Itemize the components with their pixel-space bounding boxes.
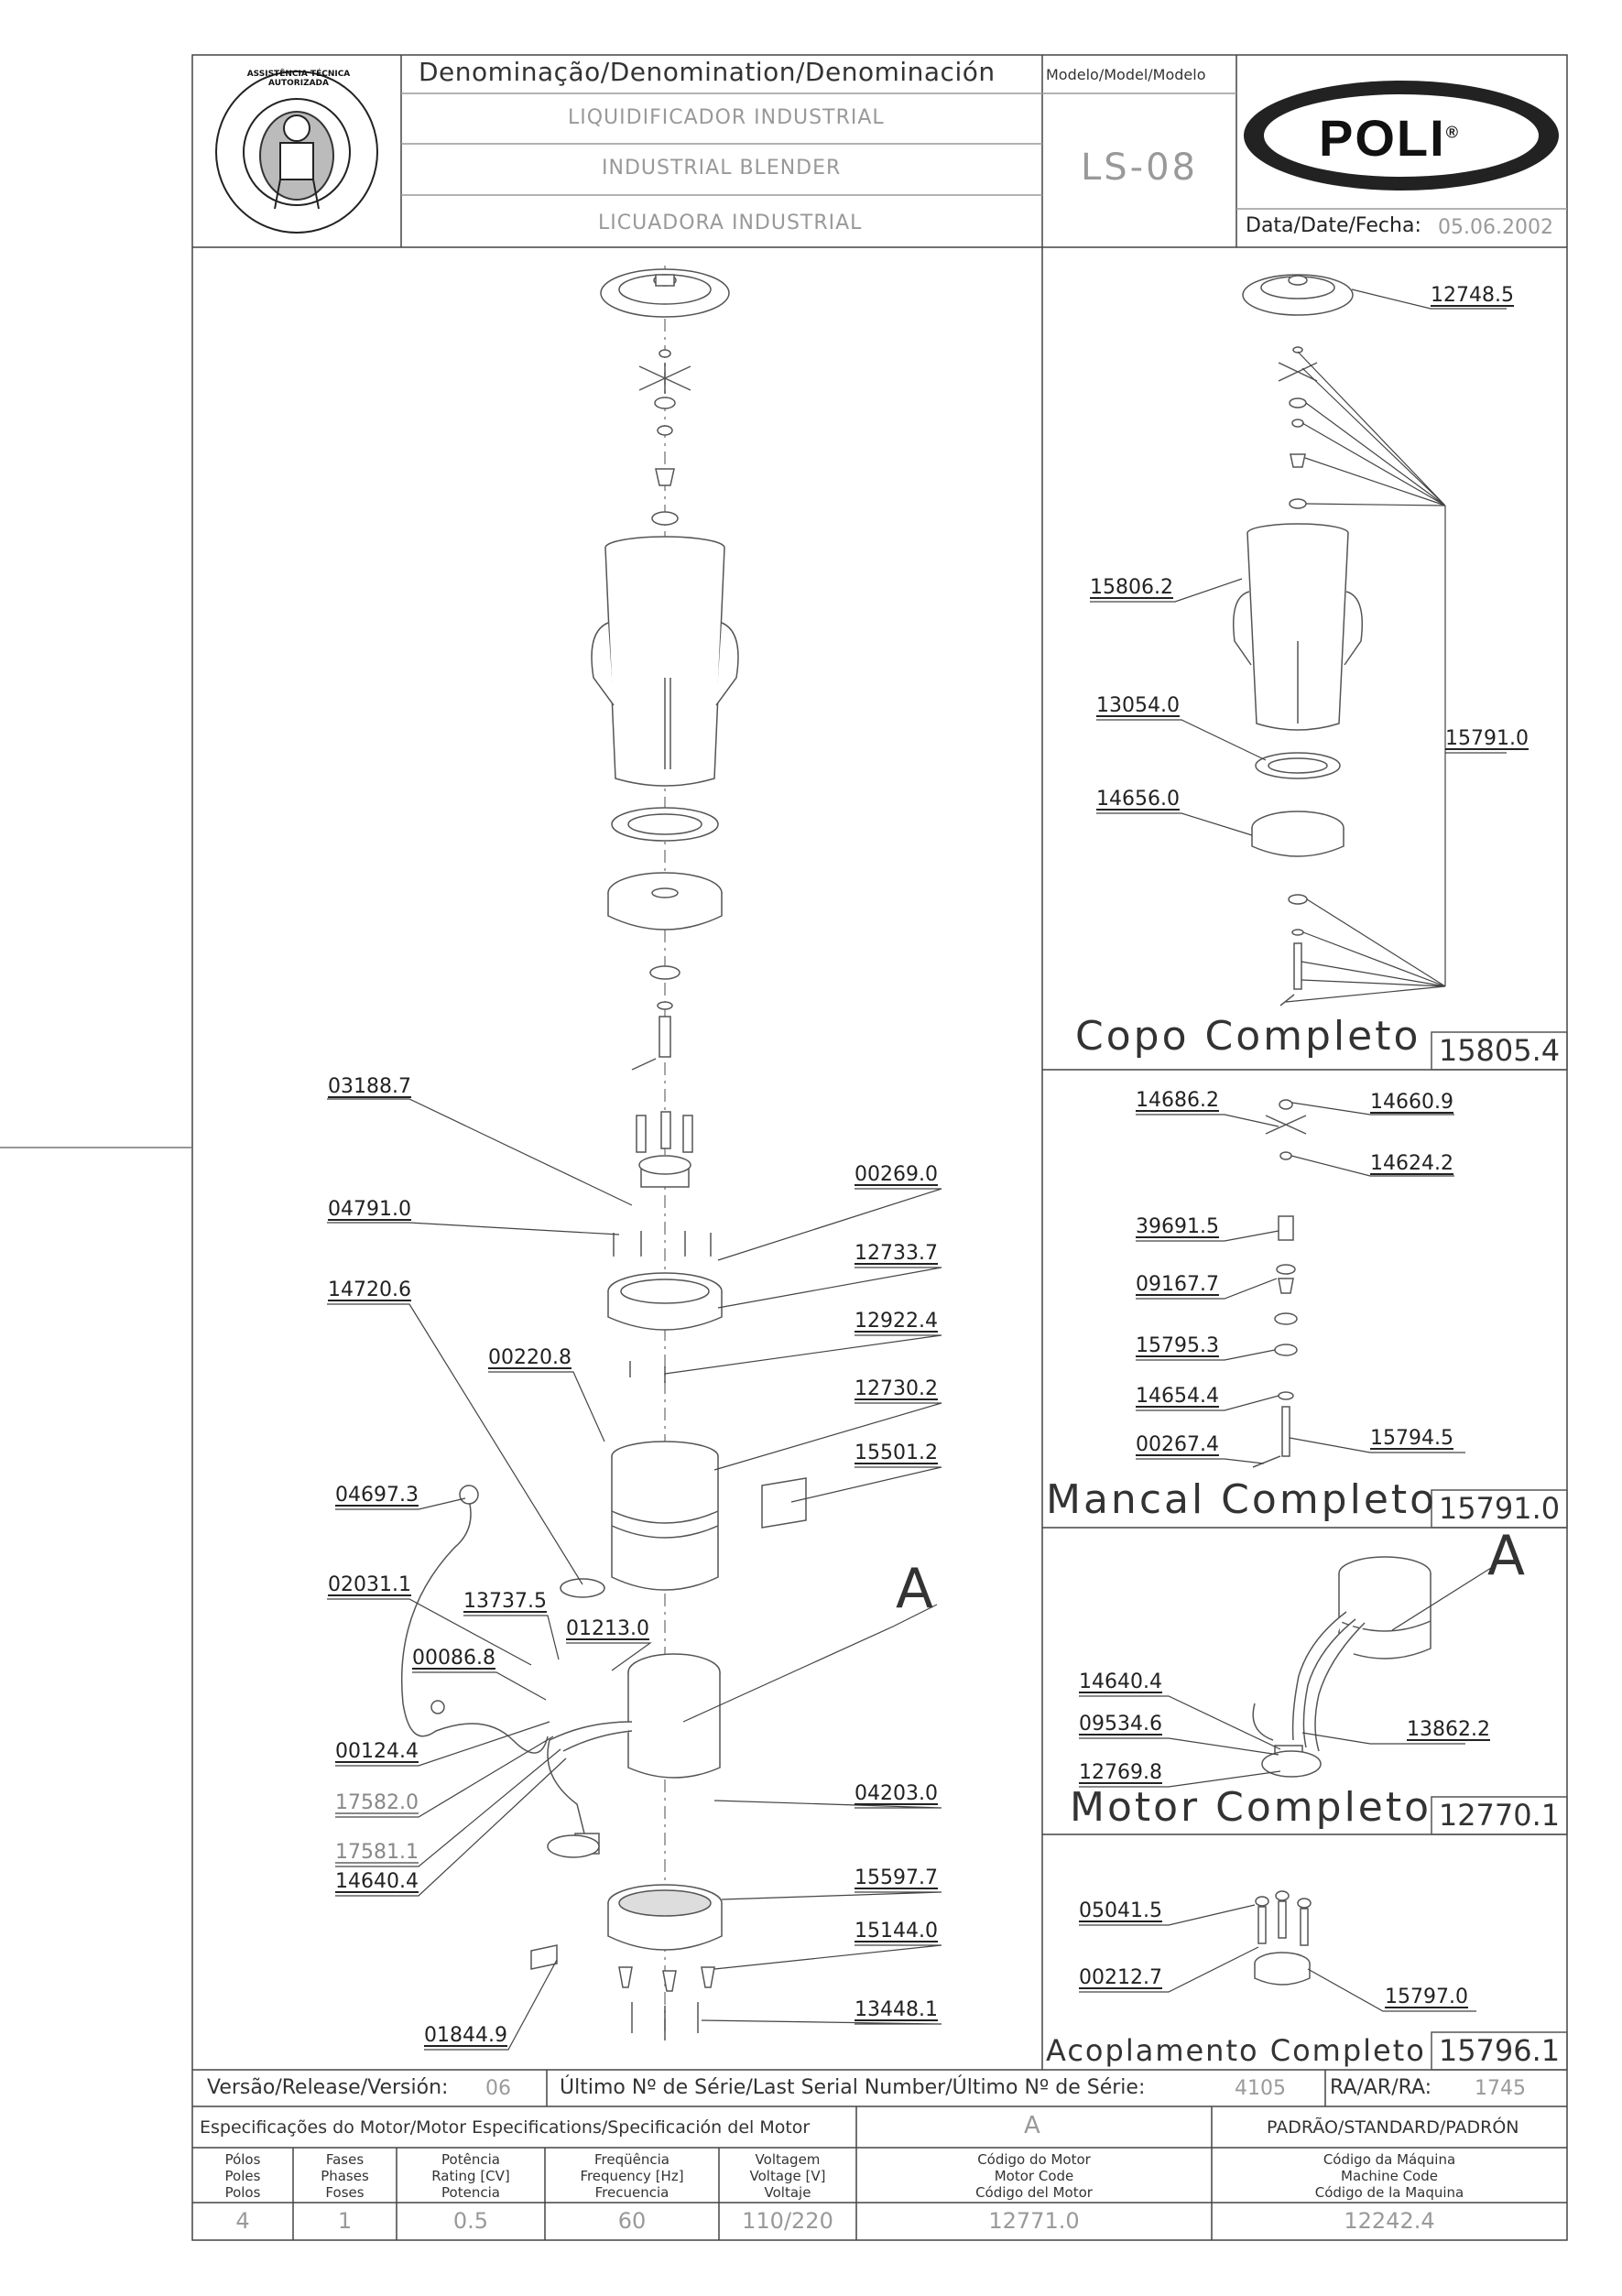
- acopl-label-05041: 05041.5: [1079, 1899, 1162, 1922]
- spec-voltage-value: 110/220: [742, 2208, 833, 2234]
- spec-motor-code-pt: Código do Motor: [977, 2151, 1091, 2168]
- motor-detail-a-marker: A: [1487, 1524, 1529, 1588]
- part-label-14720: 14720.6: [328, 1279, 411, 1301]
- part-label-01213: 01213.0: [566, 1617, 649, 1640]
- spec-phases-pt: Fases: [325, 2151, 365, 2168]
- spec-poles-en: Poles: [224, 2168, 261, 2184]
- copo-label-14656: 14656.0: [1096, 788, 1180, 811]
- part-label-13737: 13737.5: [463, 1590, 547, 1613]
- motor-label-14640: 14640.4: [1079, 1670, 1162, 1693]
- spec-detail-a: A: [1024, 2112, 1040, 2139]
- spec-frequency-en: Frequency [Hz]: [580, 2168, 684, 2184]
- name-spanish: LICUADORA INDUSTRIAL: [598, 212, 863, 234]
- name-portuguese: LIQUIDIFICADOR INDUSTRIAL: [568, 106, 885, 129]
- spec-motor-code-value: 12771.0: [988, 2208, 1080, 2234]
- acopl-title: Acoplamento Completo: [1046, 2033, 1426, 2068]
- motor-code: 12770.1: [1438, 1798, 1561, 1833]
- part-label-12922: 12922.4: [855, 1310, 938, 1333]
- part-label-00220: 00220.8: [488, 1346, 572, 1369]
- ra-label: RA/AR/RA:: [1330, 2076, 1432, 2099]
- spec-rating-en: Rating [CV]: [431, 2168, 510, 2184]
- mancal-label-15794: 15794.5: [1370, 1427, 1453, 1450]
- detail-a-marker: A: [896, 1557, 937, 1621]
- part-label-13448: 13448.1: [855, 1998, 938, 2021]
- spec-poles-value: 4: [235, 2208, 250, 2234]
- mancal-label-14624: 14624.2: [1370, 1152, 1453, 1175]
- copo-title: Copo Completo: [1075, 1013, 1421, 1060]
- spec-machine-code-pt: Código da Máquina: [1323, 2151, 1456, 2168]
- spec-frequency-value: 60: [617, 2208, 647, 2234]
- spec-col-phases: [293, 2148, 397, 2240]
- serial-value: 4105: [1235, 2077, 1286, 2100]
- motor-label-09534: 09534.6: [1079, 1713, 1162, 1736]
- part-label-02031: 02031.1: [328, 1573, 411, 1596]
- version-label: Versão/Release/Versión:: [207, 2076, 449, 2099]
- part-label-00086: 00086.8: [412, 1647, 495, 1670]
- part-label-15597: 15597.7: [855, 1866, 938, 1889]
- spec-col-motor-code: [856, 2148, 1212, 2240]
- acopl-label-00212: 00212.7: [1079, 1966, 1162, 1989]
- copo-label-15791: 15791.0: [1445, 727, 1529, 750]
- part-label-03188: 03188.7: [328, 1075, 411, 1098]
- copo-label-12748: 12748.5: [1431, 284, 1514, 307]
- poli-logo: [1319, 108, 1460, 168]
- mancal-label-09167: 09167.7: [1136, 1273, 1219, 1296]
- part-label-14640: 14640.4: [335, 1870, 419, 1893]
- spec-phases-value: 1: [337, 2208, 353, 2234]
- spec-col-poles: [192, 2148, 293, 2240]
- mancal-label-14660: 14660.9: [1370, 1091, 1453, 1114]
- mancal-label-39691: 39691.5: [1136, 1215, 1219, 1238]
- version-value: 06: [485, 2077, 511, 2100]
- mancal-label-14686: 14686.2: [1136, 1089, 1219, 1112]
- spec-machine-code-en: Machine Code: [1341, 2168, 1438, 2184]
- denomination-title: Denominação/Denomination/Denominación: [419, 57, 996, 87]
- authorized-service-badge: [212, 70, 381, 238]
- spec-motor-code-es: Código del Motor: [975, 2184, 1093, 2201]
- spec-rating-es: Potencia: [441, 2184, 500, 2201]
- part-label-17582: 17582.0: [335, 1791, 419, 1814]
- serial-label: Último Nº de Série/Last Serial Number/Último Nº de Série:: [560, 2076, 1146, 2099]
- spec-frequency-es: Frecuencia: [594, 2184, 669, 2201]
- spec-title: Especificações do Motor/Motor Especifications/Specificación del Motor: [200, 2117, 811, 2138]
- part-label-12730: 12730.2: [855, 1377, 938, 1400]
- spec-rating-pt: Potência: [441, 2151, 500, 2168]
- spec-voltage-es: Voltaje: [764, 2184, 811, 2201]
- copo-label-15806: 15806.2: [1090, 576, 1173, 599]
- spec-motor-code-en: Motor Code: [994, 2168, 1074, 2184]
- mancal-label-00267: 00267.4: [1136, 1433, 1219, 1456]
- spec-machine-code-es: Código de la Maquina: [1314, 2184, 1464, 2201]
- part-label-12733: 12733.7: [855, 1242, 938, 1265]
- mancal-title: Mancal Completo: [1046, 1476, 1438, 1523]
- part-label-00124: 00124.4: [335, 1740, 419, 1763]
- spec-col-machine-code: [1212, 2148, 1567, 2240]
- part-label-15144: 15144.0: [855, 1920, 938, 1942]
- ra-value: 1745: [1475, 2077, 1526, 2100]
- motor-label-13862: 13862.2: [1407, 1718, 1490, 1741]
- spec-phases-es: Foses: [325, 2184, 365, 2201]
- name-english: INDUSTRIAL BLENDER: [602, 157, 842, 180]
- date-value: 05.06.2002: [1438, 216, 1553, 239]
- badge-text: ASSISTÊNCIA TÉCNICA AUTORIZADA: [246, 70, 351, 88]
- mancal-label-15795: 15795.3: [1136, 1334, 1219, 1357]
- part-label-00269: 00269.0: [855, 1163, 938, 1186]
- spec-rating-value: 0.5: [452, 2208, 489, 2234]
- spec-machine-code-value: 12242.4: [1344, 2208, 1435, 2234]
- acopl-code: 15796.1: [1438, 2033, 1561, 2068]
- acopl-label-15797: 15797.0: [1385, 1986, 1468, 2008]
- mancal-label-14654: 14654.4: [1136, 1385, 1219, 1408]
- spec-phases-en: Phases: [321, 2168, 369, 2184]
- spec-frequency-pt: Freqüência: [594, 2151, 669, 2168]
- registered-mark: ®: [1445, 123, 1460, 142]
- part-label-04697: 04697.3: [335, 1484, 419, 1507]
- spec-col-rating: [397, 2148, 545, 2240]
- part-label-04203: 04203.0: [855, 1782, 938, 1805]
- spec-poles-pt: Pólos: [224, 2151, 261, 2168]
- part-label-17581: 17581.1: [335, 1841, 419, 1864]
- part-label-15501: 15501.2: [855, 1442, 938, 1464]
- date-label: Data/Date/Fecha:: [1246, 214, 1421, 237]
- model-title: Modelo/Model/Modelo: [1046, 66, 1206, 83]
- copo-label-13054: 13054.0: [1096, 694, 1180, 717]
- brand-name: POLI: [1319, 109, 1446, 167]
- motor-title: Motor Completo: [1070, 1784, 1432, 1831]
- mancal-code: 15791.0: [1438, 1491, 1561, 1526]
- spec-voltage-pt: Voltagem: [755, 2151, 821, 2168]
- motor-label-12769: 12769.8: [1079, 1761, 1162, 1784]
- spec-col-voltage: [719, 2148, 856, 2240]
- spec-voltage-en: Voltage [V]: [749, 2168, 826, 2184]
- spec-col-frequency: [545, 2148, 719, 2240]
- part-label-04791: 04791.0: [328, 1198, 411, 1221]
- standard-label: PADRÃO/STANDARD/PADRÓN: [1267, 2117, 1519, 2138]
- copo-code: 15805.4: [1438, 1033, 1561, 1068]
- part-label-01844: 01844.9: [424, 2024, 507, 2047]
- model-value: LS-08: [1081, 147, 1199, 189]
- spec-poles-es: Polos: [224, 2184, 261, 2201]
